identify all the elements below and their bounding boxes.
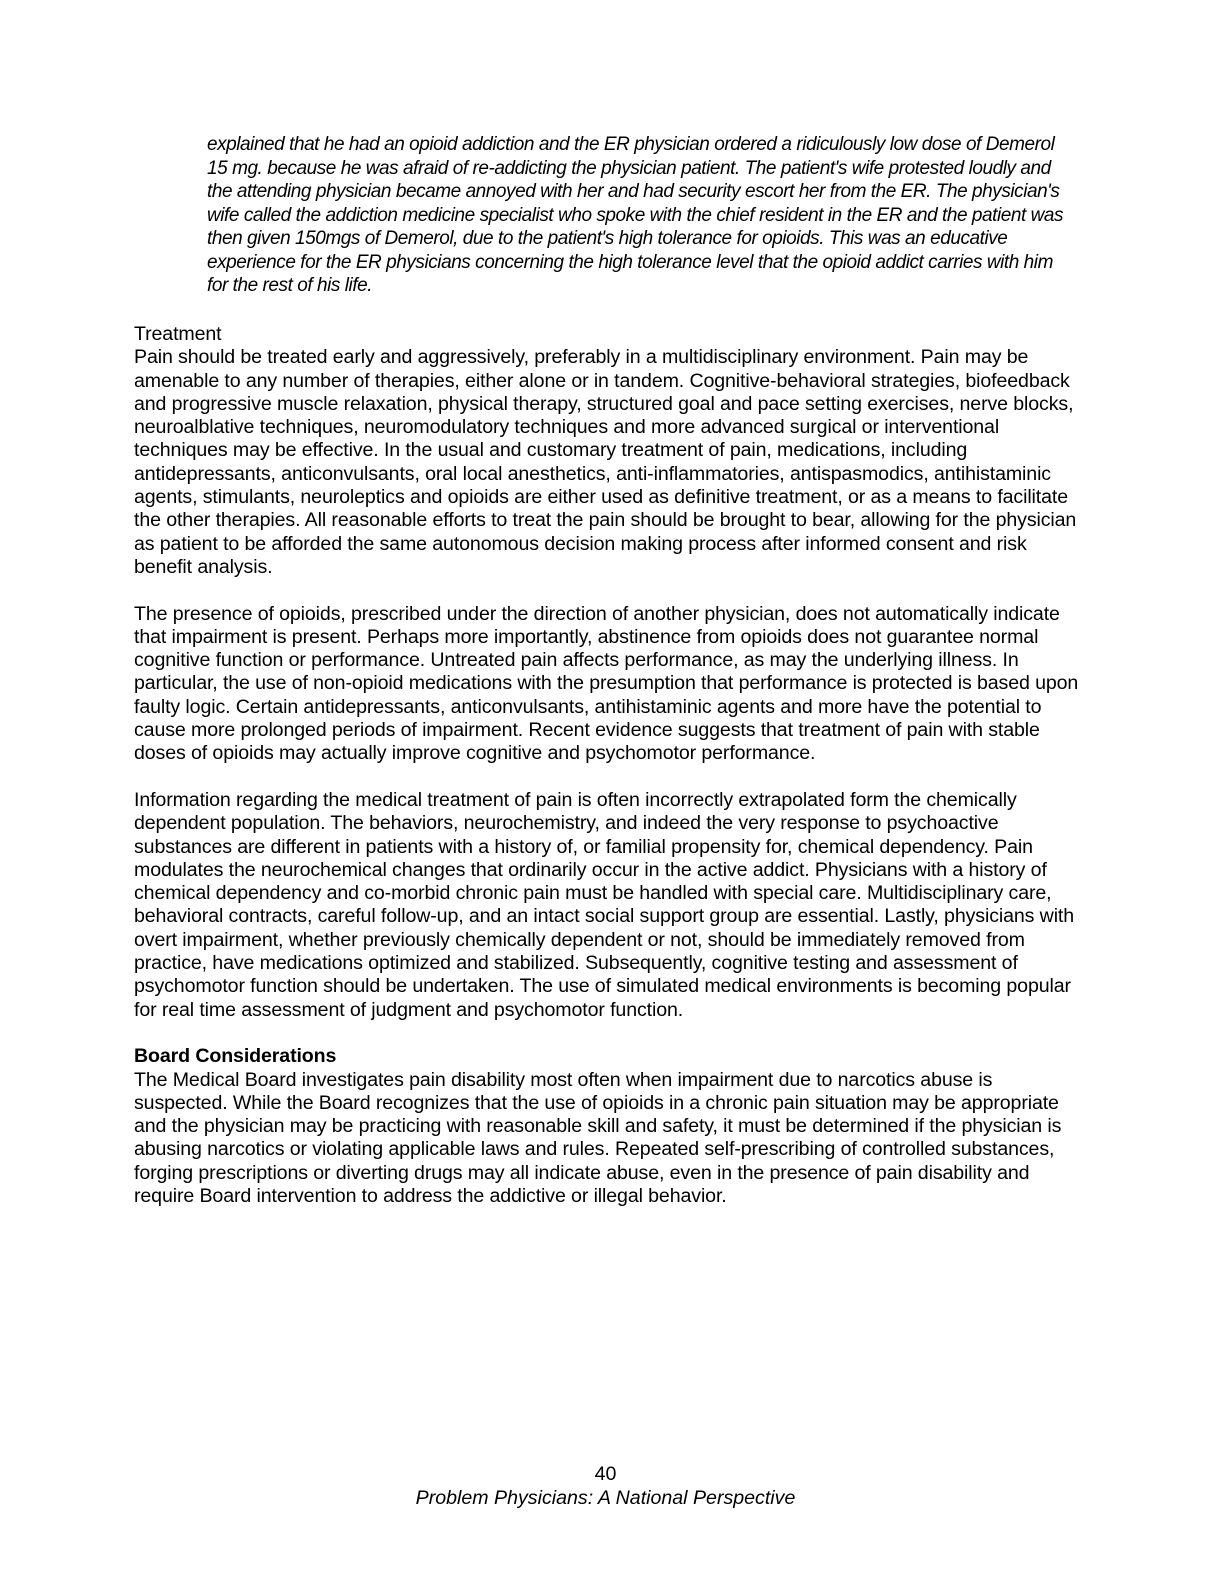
treatment-heading: Treatment [134,323,222,345]
treatment-paragraph-3: Information regarding the medical treatment of pain is often incorrectly extrapolated form the chemically dependent population. The behaviors, neurochemistry, and indeed the very response to psychoactive substances are different in patients with a history of, or familial propensity for, chemical dependency. Pain modulates the neurochemical changes that ordinarily occur in the active addict. Physicians with a history of chemical dependency and co-morbid chronic pain must be handled with special care. Multidisciplinary care, behavioral contracts, careful follow-up, and an intact social support group are essential. Lastly, physicians with overt impairment, whether previously chemically dependent or not, should be immediately removed from practice, have medications optimized and stabilized. Subsequently, cognitive testing and assessment of psychomotor function should be undertaken. The use of simulated medical environments is becoming popular for real time assessment of judgment and psychomotor function. [134,788,1075,1021]
main-content [134,323,1086,1208]
case-example-continuation: explained that he had an opioid addiction and the ER physician ordered a ridiculously low dose of Demerol 15 mg. because he was afraid of re-addicting the physician patient. The patient's wife protested loudly and the attending physician became annoyed with her and had security escort her from the ER. The physician's wife called the addiction medicine specialist who spoke with the chief resident in the ER and the patient was then given 150mgs of Demerol, due to the patient's high tolerance for opioids. This was an educative experience for the ER physicians concerning the high tolerance level that the opioid addict carries with him for the rest of his life. [207,134,1064,296]
board-considerations-heading: Board Considerations [134,1045,337,1068]
board-considerations-paragraph: The Medical Board investigates pain disability most often when impairment due to narcotics abuse is suspected. While the Board recognizes that the use of opioids in a chronic pain situation may be appropriate and the physician may be practicing with reasonable skill and safety, it must be determined if the physician is abusing narcotics or violating applicable laws and rules. Repeated self-prescribing of controlled substances, forging prescriptions or diverting drugs may all indicate abuse, even in the presence of pain disability and require Board intervention to address the addictive or illegal behavior. [134,1068,1062,1207]
document-title: Problem Physicians: A National Perspective [415,1486,796,1509]
page-number: 40 [594,1463,617,1485]
treatment-paragraph-1: Pain should be treated early and aggressively, preferably in a multidisciplinary environment. Pain may be amenable to any number of therapies, either alone or in tandem. Cognitive-behavioral strategies, biofeedback and progressive muscle relaxation, physical therapy, structured goal and pace setting exercises, nerve blocks, neuroalblative techniques, neuromodulatory techniques and more advanced surgical or interventional techniques may be effective. In the usual and customary treatment of pain, medications, including antidepressants, anticonvulsants, oral local anesthetics, anti-inflammatories, antispasmodics, antihistaminic agents, stimulants, neuroleptics and opioids are either used as definitive treatment, or as a means to facilitate the other therapies. All reasonable efforts to treat the pain should be brought to bear, allowing for the physician as patient to be afforded the same autonomous decision making process after informed consent and risk benefit analysis. [134,346,1077,578]
treatment-section [134,323,1086,579]
page-footer [0,1463,1211,1510]
board-considerations-section [134,1045,1086,1208]
treatment-paragraph-2: The presence of opioids, prescribed under the direction of another physician, does not automatically indicate that impairment is present. Perhaps more importantly, abstinence from opioids does not guarantee normal cognitive function or performance. Untreated pain affects performance, as may the underlying illness. In particular, the use of non-opioid medications with the presumption that performance is protected is based upon faulty logic. Certain antidepressants, anticonvulsants, antihistaminic agents and more have the potential to cause more prolonged periods of impairment. Recent evidence suggests that treatment of pain with stable doses of opioids may actually improve cognitive and psychomotor performance. [134,602,1079,765]
